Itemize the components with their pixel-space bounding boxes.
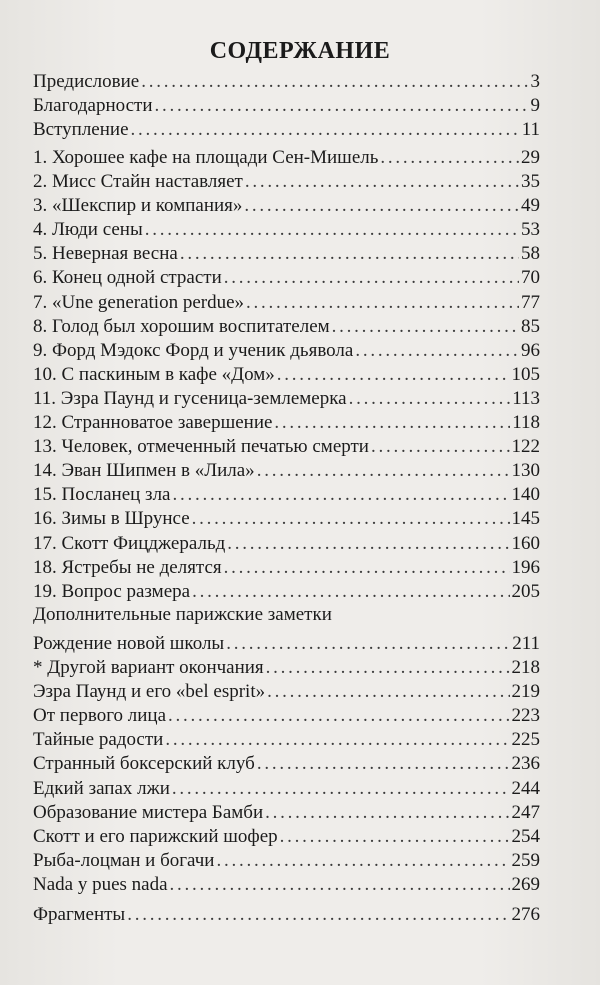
toc-entry-page-number: 223 (511, 705, 540, 727)
dot-leader (257, 752, 510, 776)
toc-entry-page-number: 58 (521, 243, 540, 265)
dot-leader (224, 266, 519, 290)
toc-entry-page-number: 29 (521, 147, 540, 168)
toc-entry-title: 14. Эван Шипмен в «Лила» (33, 460, 255, 482)
toc-entry (33, 315, 540, 339)
toc-entry-title: 13. Человек, отмеченный печатью смерти (33, 436, 369, 458)
toc-entry-title: 10. С паскиным в кафе «Дом» (33, 363, 275, 385)
dot-leader (165, 728, 509, 752)
toc-entry-page-number: 247 (511, 801, 540, 823)
dot-leader (216, 849, 509, 873)
dot-leader (155, 94, 529, 118)
toc-entry (33, 170, 540, 194)
toc-entry-title: Благодарности (33, 95, 153, 117)
toc-entry (33, 242, 540, 266)
front-matter-list (33, 70, 540, 142)
toc-entry (33, 94, 540, 118)
toc-entry (33, 680, 540, 704)
toc-entry (33, 435, 540, 459)
toc-entry-page-number: 140 (511, 484, 540, 506)
toc-entry-title: Странный боксерский клуб (33, 753, 255, 775)
dot-leader (168, 704, 509, 728)
toc-entry-title: От первого лица (33, 705, 167, 727)
toc-entry-page-number: 49 (521, 195, 540, 217)
toc-entry (33, 632, 540, 656)
dot-leader (245, 170, 519, 194)
toc-entry-title: 2. Мисс Стайн наставляет (33, 171, 243, 193)
toc-entry (33, 291, 540, 315)
toc-entry-page-number: 96 (521, 339, 540, 361)
toc-entry-title: Рыба-лоцман и богачи (33, 849, 215, 871)
toc-entry (33, 507, 540, 531)
toc-entry-title: 19. Вопрос размера (33, 580, 191, 602)
dot-leader (380, 146, 519, 170)
dot-leader (280, 825, 510, 849)
toc-entry-page-number: 225 (511, 729, 540, 751)
dot-leader (131, 118, 520, 142)
toc-entry (33, 146, 540, 170)
toc-entry (33, 873, 540, 897)
toc-entry (33, 483, 540, 507)
dot-leader (277, 363, 510, 387)
toc-entry-title: * Другой вариант окончания (33, 657, 264, 679)
dot-leader (274, 411, 510, 435)
dot-leader (266, 656, 510, 680)
dot-leader (145, 218, 519, 242)
dot-leader (267, 680, 509, 704)
dot-leader (265, 801, 509, 825)
dot-leader (246, 291, 519, 315)
toc-entry (33, 777, 540, 801)
toc-entry-title: Фрагменты (33, 904, 126, 925)
toc-entry-page-number: 11 (521, 119, 540, 141)
toc-entry (33, 903, 540, 927)
toc-entry (33, 363, 540, 387)
toc-entry (33, 118, 540, 142)
toc-entry-title: Эзра Паунд и его «bel esprit» (33, 681, 266, 703)
toc-entry-page-number: 205 (511, 580, 540, 602)
dot-leader (192, 580, 509, 604)
toc-entry (33, 556, 540, 580)
toc-entry-page-number: 218 (511, 657, 540, 679)
toc-entry-page-number: 160 (511, 532, 540, 554)
toc-entry-page-number: 122 (511, 436, 540, 458)
toc-entry-page-number: 259 (511, 849, 540, 871)
toc-entry (33, 801, 540, 825)
toc-entry-page-number: 196 (511, 556, 540, 578)
toc-entry-page-number: 236 (511, 753, 540, 775)
toc-entry-page-number: 9 (530, 95, 540, 117)
back-matter-list (33, 903, 540, 927)
toc-entry-page-number: 276 (511, 904, 540, 925)
toc-entry-page-number: 105 (511, 363, 540, 385)
dot-leader (227, 532, 509, 556)
toc-entry-page-number: 130 (511, 460, 540, 482)
toc-entry (33, 728, 540, 752)
toc-entry-title: 11. Эзра Паунд и гусеница-землемерка (33, 387, 347, 409)
toc-entry-page-number: 70 (521, 267, 540, 289)
toc-entry-title: 1. Хорошее кафе на площади Сен-Мишель (33, 147, 379, 168)
dot-leader (244, 194, 519, 218)
toc-entry-page-number: 113 (512, 387, 540, 409)
toc-entry-page-number: 145 (511, 508, 540, 530)
toc-entry-page-number: 269 (511, 873, 540, 895)
toc-entry-title: 4. Люди сены (33, 219, 143, 241)
toc-entry (33, 825, 540, 849)
dot-leader (371, 435, 510, 459)
dot-leader (180, 242, 519, 266)
toc-entry-title: 8. Голод был хорошим воспитателем (33, 315, 330, 337)
toc-entry-title: 18. Ястребы не делятся (33, 556, 222, 578)
toc-entry-page-number: 53 (521, 219, 540, 241)
toc-entry-page-number: 3 (530, 71, 540, 92)
toc-entry-title: Вступление (33, 119, 129, 141)
toc-entry-title: 7. «Une generation perdue» (33, 291, 245, 313)
toc-entry-page-number: 85 (521, 315, 540, 337)
toc-entry-page-number: 244 (511, 777, 540, 799)
chapters-list (33, 146, 540, 604)
toc-entry (33, 704, 540, 728)
toc-entry-title: 9. Форд Мэдокс Форд и ученик дьявола (33, 339, 354, 361)
toc-entry-page-number: 118 (512, 412, 540, 434)
toc-entry (33, 266, 540, 290)
toc-entry (33, 580, 540, 604)
toc-entry-page-number: 211 (512, 633, 540, 654)
toc-entry (33, 339, 540, 363)
page-title: СОДЕРЖАНИЕ (209, 38, 391, 64)
toc-entry-page-number: 77 (521, 291, 540, 313)
toc-entry-page-number: 254 (511, 825, 540, 847)
dot-leader (192, 507, 510, 531)
dot-leader (172, 483, 509, 507)
toc-entry-title: 3. «Шекспир и компания» (33, 195, 243, 217)
dot-leader (257, 459, 510, 483)
toc-entry (33, 387, 540, 411)
toc-entry-title: Рождение новой школы (33, 633, 225, 654)
toc-entry (33, 194, 540, 218)
toc-entry-title: 15. Посланец зла (33, 484, 171, 506)
dot-leader (141, 70, 528, 94)
toc-entry (33, 752, 540, 776)
toc-entry-title: Скотт и его парижский шофер (33, 825, 278, 847)
toc-entry (33, 849, 540, 873)
toc-entry (33, 656, 540, 680)
toc-entry-title: 6. Конец одной страсти (33, 267, 222, 289)
toc-entry-title: Предисловие (33, 71, 140, 92)
toc-entry-title: Тайные радости (33, 729, 164, 751)
dot-leader (332, 315, 519, 339)
toc-entry-title: Едкий запах лжи (33, 777, 170, 799)
toc-entry (33, 218, 540, 242)
toc-entry-title: 12. Странноватое завершение (33, 412, 273, 434)
dot-leader (224, 556, 510, 580)
dot-leader (349, 387, 511, 411)
toc-entry (33, 411, 540, 435)
dot-leader (127, 903, 509, 927)
dot-leader (226, 632, 510, 656)
toc-entry-title: 16. Зимы в Шрунсе (33, 508, 190, 530)
toc-entry-title: 17. Скотт Фицджеральд (33, 532, 226, 554)
dot-leader (172, 777, 510, 801)
toc-entry-title: 5. Неверная весна (33, 243, 178, 265)
toc-entry-page-number: 219 (511, 681, 540, 703)
toc-entry (33, 459, 540, 483)
toc-entry (33, 70, 540, 94)
toc-entry (33, 532, 540, 556)
toc-entry-page-number: 35 (521, 171, 540, 193)
toc-entry-title: Образование мистера Бамби (33, 801, 264, 823)
toc-entry-title: Nada y pues nada (33, 873, 168, 895)
dot-leader (170, 873, 510, 897)
dot-leader (355, 339, 519, 363)
additional-notes-list (33, 632, 540, 897)
additional-notes-heading: Дополнительные парижские заметки (33, 604, 332, 625)
